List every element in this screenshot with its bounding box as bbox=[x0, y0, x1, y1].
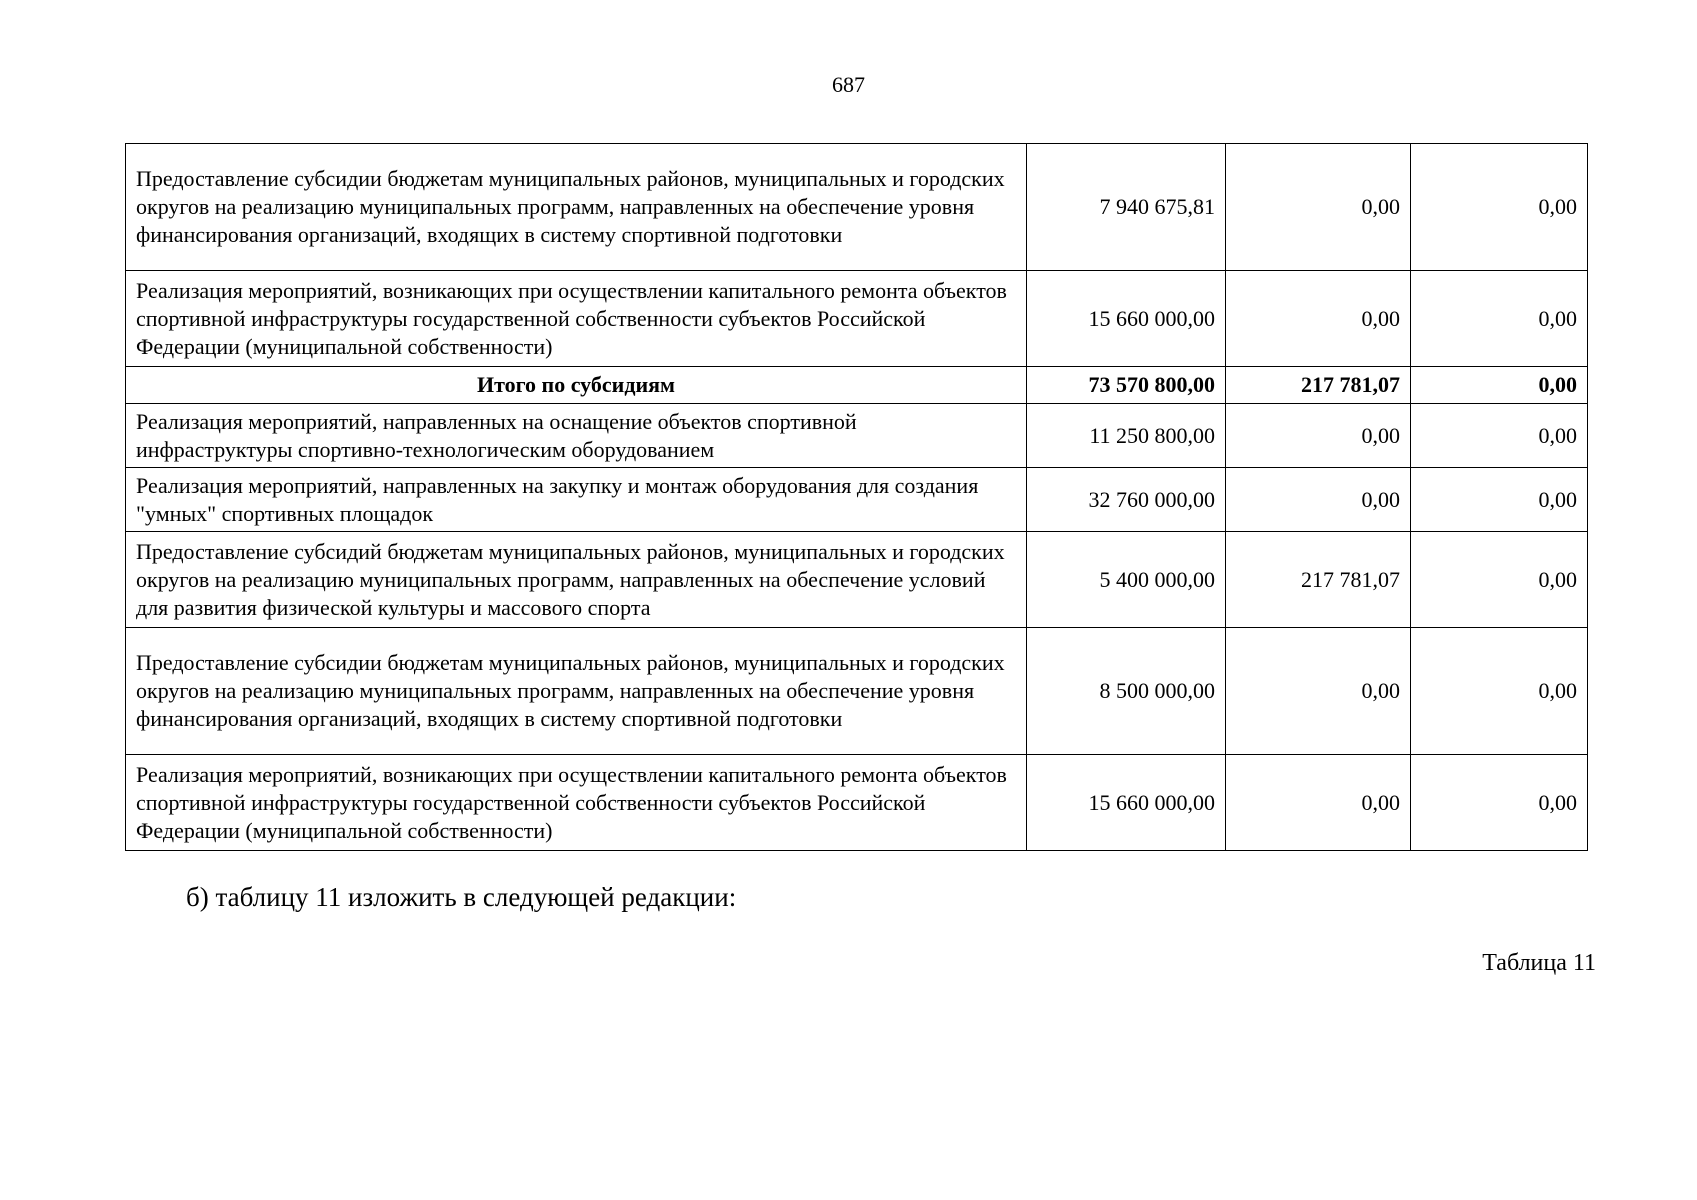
table-row bbox=[126, 404, 1588, 468]
row-description: Предоставление субсидий бюджетам муниципальных районов, муниципальных и городских округов на реализацию муниципальных программ, направленных на обеспечение условий для развития физической культуры и массового спорта bbox=[126, 532, 1027, 628]
amendment-instruction: б) таблицу 11 изложить в следующей редакции: bbox=[186, 882, 737, 912]
row-description: Предоставление субсидии бюджетам муниципальных районов, муниципальных и городских округов на реализацию муниципальных программ, направленных на обеспечение уровня финансирования организаций, входящих в систему спортивной подготовки bbox=[126, 144, 1027, 271]
total-value-1: 73 570 800,00 bbox=[1027, 367, 1226, 404]
table-caption: Таблица 11 bbox=[1482, 950, 1596, 976]
row-value-2: 0,00 bbox=[1226, 271, 1411, 367]
row-value-2: 0,00 bbox=[1226, 468, 1411, 532]
table-row bbox=[126, 468, 1588, 532]
row-value-3: 0,00 bbox=[1411, 404, 1588, 468]
row-value-2: 0,00 bbox=[1226, 628, 1411, 755]
row-value-1: 15 660 000,00 bbox=[1027, 755, 1226, 851]
row-value-1: 5 400 000,00 bbox=[1027, 532, 1226, 628]
table-row bbox=[126, 628, 1588, 755]
row-value-1: 8 500 000,00 bbox=[1027, 628, 1226, 755]
table-row bbox=[126, 755, 1588, 851]
row-value-2: 0,00 bbox=[1226, 144, 1411, 271]
table-row bbox=[126, 144, 1588, 271]
row-description: Реализация мероприятий, направленных на оснащение объектов спортивной инфраструктуры спортивно-технологическим оборудованием bbox=[126, 404, 1027, 468]
total-label: Итого по субсидиям bbox=[126, 367, 1027, 404]
total-row bbox=[126, 367, 1588, 404]
table-row bbox=[126, 532, 1588, 628]
row-value-1: 32 760 000,00 bbox=[1027, 468, 1226, 532]
row-value-2: 0,00 bbox=[1226, 755, 1411, 851]
row-description: Предоставление субсидии бюджетам муниципальных районов, муниципальных и городских округов на реализацию муниципальных программ, направленных на обеспечение уровня финансирования организаций, входящих в систему спортивной подготовки bbox=[126, 628, 1027, 755]
row-description: Реализация мероприятий, возникающих при осуществлении капитального ремонта объектов спортивной инфраструктуры государственной собственности субъектов Российской Федерации (муниципальной собственности) bbox=[126, 755, 1027, 851]
row-value-1: 11 250 800,00 bbox=[1027, 404, 1226, 468]
row-value-1: 7 940 675,81 bbox=[1027, 144, 1226, 271]
page-number: 687 bbox=[832, 72, 865, 97]
row-value-3: 0,00 bbox=[1411, 468, 1588, 532]
row-description: Реализация мероприятий, возникающих при осуществлении капитального ремонта объектов спортивной инфраструктуры государственной собственности субъектов Российской Федерации (муниципальной собственности) bbox=[126, 271, 1027, 367]
total-value-3: 0,00 bbox=[1411, 367, 1588, 404]
row-value-3: 0,00 bbox=[1411, 144, 1588, 271]
row-value-3: 0,00 bbox=[1411, 755, 1588, 851]
total-value-2: 217 781,07 bbox=[1226, 367, 1411, 404]
row-description: Реализация мероприятий, направленных на закупку и монтаж оборудования для создания "умных" спортивных площадок bbox=[126, 468, 1027, 532]
row-value-2: 0,00 bbox=[1226, 404, 1411, 468]
row-value-3: 0,00 bbox=[1411, 271, 1588, 367]
subsidy-table bbox=[125, 143, 1588, 851]
row-value-3: 0,00 bbox=[1411, 532, 1588, 628]
row-value-2: 217 781,07 bbox=[1226, 532, 1411, 628]
row-value-3: 0,00 bbox=[1411, 628, 1588, 755]
row-value-1: 15 660 000,00 bbox=[1027, 271, 1226, 367]
table-row bbox=[126, 271, 1588, 367]
